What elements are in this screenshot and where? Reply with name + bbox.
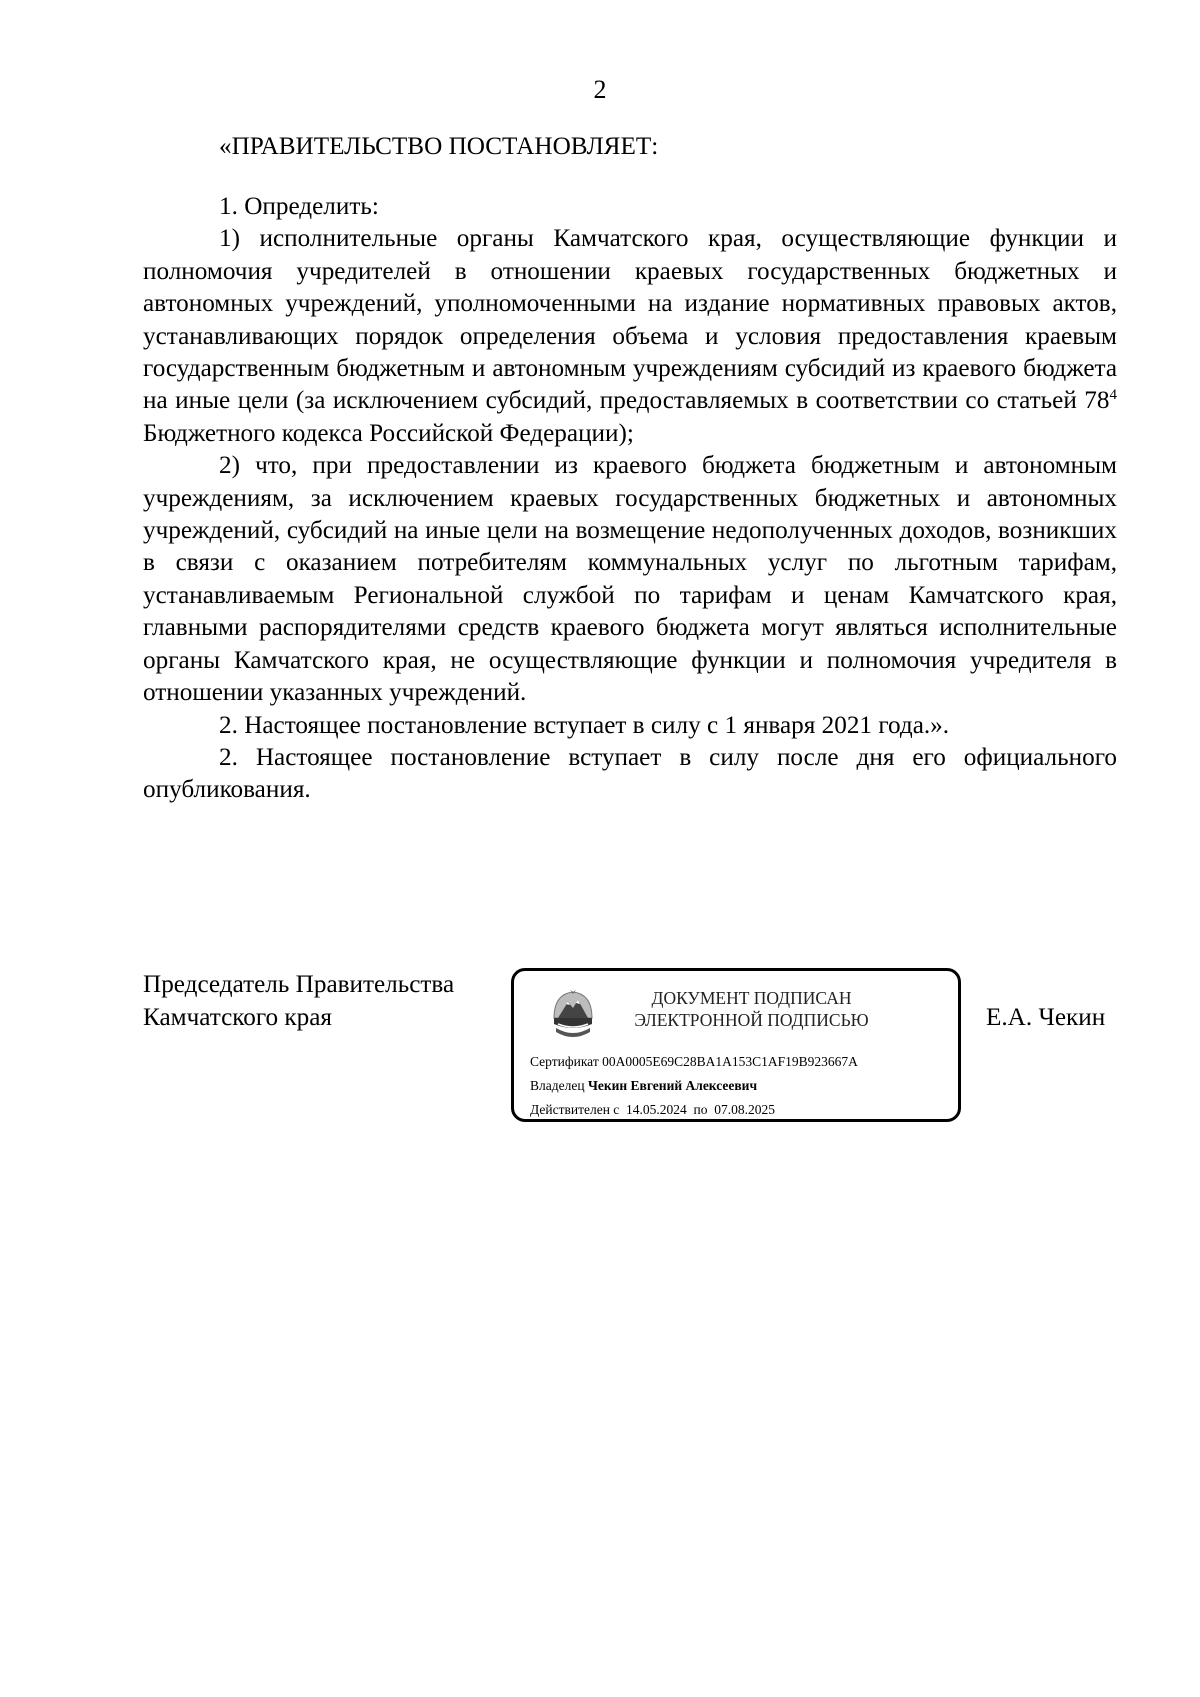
valid-to: 07.08.2025 [714, 1102, 776, 1117]
coat-of-arms-icon [550, 988, 596, 1040]
paragraph-1-1-text: 1) исполнительные органы Камчатского края, осуществляющие функции и полномочия учредителей в отношении краевых государственных бюджетных и автономных учреждений, уполномоченными на издание нормативных правовых актов, устанавливающих порядок определения объема и условия предоставления краевым государственным бюджетным и автономным учреждениям субсидий из краевого бюджета на иные цели (за исключением субсидий, предоставляемых в соответствии со статьей 78 [143, 225, 1117, 415]
owner-value: Чекин Евгений Алексеевич [587, 1078, 758, 1093]
paragraph-1-1 [143, 223, 1117, 450]
validity-line [530, 1101, 775, 1119]
paragraph-2-effective: 2. Настоящее постановление вступает в силу после дня его официального опубликования. [143, 743, 1117, 804]
valid-label: Действителен с [530, 1102, 620, 1117]
signatory-name: Е.А. Чекин [986, 1004, 1106, 1031]
valid-from: 14.05.2024 [626, 1102, 687, 1117]
paragraph-2-quoted: 2. Настоящее постановление вступает в силу с 1 января 2021 года.». [219, 711, 950, 739]
electronic-signature-stamp [511, 968, 961, 1122]
certificate-value: 00A0005E69C28BA1A153C1AF19B923667A [602, 1054, 858, 1069]
owner-label: Владелец [530, 1078, 585, 1093]
resolution-heading: «ПРАВИТЕЛЬСТВО ПОСТАНОВЛЯЕТ: [219, 133, 659, 160]
signatory-title-line-1: Председатель Правительства [143, 971, 455, 998]
owner-line [530, 1077, 757, 1095]
certificate-label: Сертификат [530, 1054, 599, 1069]
stamp-heading [624, 987, 879, 1031]
article-superscript: 4 [1109, 387, 1117, 404]
stamp-heading-line-1: ДОКУМЕНТ ПОДПИСАН [651, 988, 852, 1008]
signatory-title-line-2: Камчатского края [143, 1004, 333, 1031]
page-number: 2 [593, 75, 607, 104]
signatory-title [143, 968, 454, 1034]
certificate-line [530, 1053, 858, 1071]
stamp-heading-line-2: ЭЛЕКТРОННОЙ ПОДПИСЬЮ [634, 1010, 869, 1030]
valid-to-label: по [693, 1102, 708, 1117]
paragraph-1-2: 2) что, при предоставлении из краевого бюджета бюджетным и автономным учреждениям, за исключением краевых государственных бюджетных и автономных учреждений, субсидий на иные цели на возмещение недополученных доходов, возникших в связи с оказанием потребителям коммунальных услуг по льготным тарифам, устанавливаемым Региональной службой по тарифам и ценам Камчатского края, главными распорядителями средств краевого бюджета могут являться исполнительные органы Камчатского края, не осуществляющие функции и полномочия учредителя в отношении указанных учреждений. [143, 452, 1117, 707]
paragraph-1-1-tail: Бюджетного кодекса Российской Федерации); [143, 419, 634, 447]
document-body [143, 131, 1117, 807]
paragraph-1: 1. Определить: [219, 193, 379, 220]
